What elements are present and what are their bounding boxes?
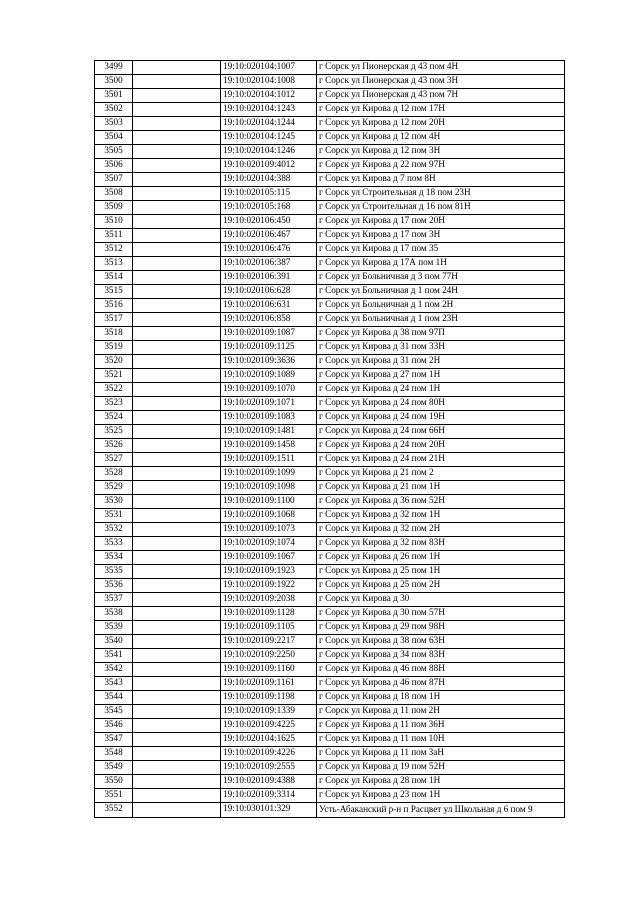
table-row: [95, 803, 565, 818]
row-number-cell: 3532: [95, 523, 133, 537]
table-row: [95, 159, 565, 173]
table-row: [95, 677, 565, 691]
address-cell: г Сорск ул Кирова д 12 пом 4Н: [317, 131, 565, 145]
empty-cell: [133, 593, 221, 607]
row-number-cell: 3516: [95, 299, 133, 313]
empty-cell: [133, 537, 221, 551]
address-cell: г Сорск ул Кирова д 34 пом 83Н: [317, 649, 565, 663]
empty-cell: [133, 411, 221, 425]
address-cell: г Сорск ул Кирова д 24 пом 80Н: [317, 397, 565, 411]
cadastral-number-cell: 19:10:020106:476: [221, 243, 317, 257]
address-cell: г Сорск ул Пионерская д 43 пом 3Н: [317, 75, 565, 89]
empty-cell: [133, 579, 221, 593]
empty-cell: [133, 565, 221, 579]
cadastral-number-cell: 19:10:020109:3636: [221, 355, 317, 369]
cadastral-number-cell: 19:10:020109:2250: [221, 649, 317, 663]
table-row: [95, 75, 565, 89]
address-cell: г Сорск ул Кирова д 36 пом 52Н: [317, 495, 565, 509]
empty-cell: [133, 271, 221, 285]
empty-cell: [133, 383, 221, 397]
empty-cell: [133, 299, 221, 313]
address-cell: г Сорск ул Кирова д 21 пом 1Н: [317, 481, 565, 495]
table-row: [95, 285, 565, 299]
cadastral-number-cell: 19:10:020109:1923: [221, 565, 317, 579]
empty-cell: [133, 327, 221, 341]
empty-cell: [133, 775, 221, 789]
table-row: [95, 229, 565, 243]
table-row: [95, 705, 565, 719]
empty-cell: [133, 635, 221, 649]
empty-cell: [133, 243, 221, 257]
cadastral-number-cell: 19:10:020109:1099: [221, 467, 317, 481]
empty-cell: [133, 187, 221, 201]
cadastral-number-cell: 19:10:020104:1245: [221, 131, 317, 145]
address-cell: г Сорск ул Больничная д 1 пом 24Н: [317, 285, 565, 299]
row-number-cell: 3535: [95, 565, 133, 579]
row-number-cell: 3551: [95, 789, 133, 803]
table-row: [95, 621, 565, 635]
empty-cell: [133, 747, 221, 761]
empty-cell: [133, 761, 221, 775]
table-row: [95, 439, 565, 453]
table-row: [95, 775, 565, 789]
empty-cell: [133, 495, 221, 509]
empty-cell: [133, 103, 221, 117]
table-row: [95, 89, 565, 103]
table-row: [95, 187, 565, 201]
table-row: [95, 341, 565, 355]
cadastral-number-cell: 19:10:020109:1070: [221, 383, 317, 397]
cadastral-number-cell: 19:10:020109:1068: [221, 509, 317, 523]
empty-cell: [133, 481, 221, 495]
table-row: [95, 369, 565, 383]
address-cell: г Сорск ул Кирова д 12 пом 20Н: [317, 117, 565, 131]
empty-cell: [133, 649, 221, 663]
cadastral-number-cell: 19:10:020109:1458: [221, 439, 317, 453]
cadastral-number-cell: 19:10:020109:3314: [221, 789, 317, 803]
cadastral-number-cell: 19:10:020106:450: [221, 215, 317, 229]
address-cell: г Сорск ул Кирова д 26 пом 1Н: [317, 551, 565, 565]
row-number-cell: 3515: [95, 285, 133, 299]
row-number-cell: 3505: [95, 145, 133, 159]
row-number-cell: 3518: [95, 327, 133, 341]
address-cell: г Сорск ул Кирова д 32 пом 2Н: [317, 523, 565, 537]
table-row: [95, 509, 565, 523]
cadastral-number-cell: 19:10:020109:1161: [221, 677, 317, 691]
address-cell: г Сорск ул Строительная д 18 пом 23Н: [317, 187, 565, 201]
row-number-cell: 3501: [95, 89, 133, 103]
address-cell: г Сорск ул Пионерская д 43 пом 4Н: [317, 61, 565, 75]
empty-cell: [133, 397, 221, 411]
row-number-cell: 3510: [95, 215, 133, 229]
row-number-cell: 3530: [95, 495, 133, 509]
row-number-cell: 3520: [95, 355, 133, 369]
registry-table: [94, 60, 565, 818]
table-row: [95, 61, 565, 75]
address-cell: г Сорск ул Кирова д 11 пом 3аН: [317, 747, 565, 761]
cadastral-number-cell: 19:10:020109:1083: [221, 411, 317, 425]
table-row: [95, 733, 565, 747]
table-row: [95, 607, 565, 621]
empty-cell: [133, 467, 221, 481]
table-row: [95, 523, 565, 537]
table-row: [95, 551, 565, 565]
address-cell: г Сорск ул Кирова д 24 пом 20Н: [317, 439, 565, 453]
row-number-cell: 3512: [95, 243, 133, 257]
table-row: [95, 747, 565, 761]
empty-cell: [133, 369, 221, 383]
table-row: [95, 761, 565, 775]
cadastral-number-cell: 19:10:020104:1244: [221, 117, 317, 131]
table-row: [95, 663, 565, 677]
row-number-cell: 3519: [95, 341, 133, 355]
row-number-cell: 3533: [95, 537, 133, 551]
table-row: [95, 537, 565, 551]
address-cell: г Сорск ул Кирова д 32 пом 1Н: [317, 509, 565, 523]
empty-cell: [133, 691, 221, 705]
row-number-cell: 3552: [95, 803, 133, 818]
row-number-cell: 3499: [95, 61, 133, 75]
table-row: [95, 201, 565, 215]
cadastral-number-cell: 19:10:020109:2038: [221, 593, 317, 607]
cadastral-number-cell: 19:10:020109:1067: [221, 551, 317, 565]
table-row: [95, 243, 565, 257]
row-number-cell: 3514: [95, 271, 133, 285]
address-cell: г Сорск ул Кирова д 17 пом 20Н: [317, 215, 565, 229]
cadastral-number-cell: 19:10:020106:628: [221, 285, 317, 299]
table-row: [95, 691, 565, 705]
empty-cell: [133, 173, 221, 187]
row-number-cell: 3521: [95, 369, 133, 383]
empty-cell: [133, 257, 221, 271]
address-cell: г Сорск ул Кирова д 23 пом 1Н: [317, 789, 565, 803]
empty-cell: [133, 621, 221, 635]
address-cell: г Сорск ул Пионерская д 43 пом 7Н: [317, 89, 565, 103]
table-row: [95, 481, 565, 495]
cadastral-number-cell: 19:10:020109:4388: [221, 775, 317, 789]
cadastral-number-cell: 19:10:020109:2217: [221, 635, 317, 649]
cadastral-number-cell: 19:10:020109:1098: [221, 481, 317, 495]
table-row: [95, 271, 565, 285]
empty-cell: [133, 341, 221, 355]
row-number-cell: 3500: [95, 75, 133, 89]
empty-cell: [133, 145, 221, 159]
table-row: [95, 397, 565, 411]
empty-cell: [133, 201, 221, 215]
row-number-cell: 3543: [95, 677, 133, 691]
registry-table-body: [95, 61, 565, 818]
row-number-cell: 3526: [95, 439, 133, 453]
empty-cell: [133, 61, 221, 75]
row-number-cell: 3502: [95, 103, 133, 117]
empty-cell: [133, 677, 221, 691]
cadastral-number-cell: 19:10:020109:1073: [221, 523, 317, 537]
row-number-cell: 3522: [95, 383, 133, 397]
address-cell: г Сорск ул Кирова д 31 пом 33Н: [317, 341, 565, 355]
cadastral-number-cell: 19:10:020104:1246: [221, 145, 317, 159]
cadastral-number-cell: 19:10:020109:1105: [221, 621, 317, 635]
table-row: [95, 565, 565, 579]
row-number-cell: 3545: [95, 705, 133, 719]
address-cell: г Сорск ул Кирова д 17А пом 1Н: [317, 257, 565, 271]
row-number-cell: 3539: [95, 621, 133, 635]
cadastral-number-cell: 19:10:020109:4225: [221, 719, 317, 733]
cadastral-number-cell: 19:10:020106:387: [221, 257, 317, 271]
row-number-cell: 3513: [95, 257, 133, 271]
cadastral-number-cell: 19:10:030101:329: [221, 803, 317, 818]
table-row: [95, 383, 565, 397]
empty-cell: [133, 229, 221, 243]
table-row: [95, 425, 565, 439]
row-number-cell: 3528: [95, 467, 133, 481]
address-cell: г Сорск ул Кирова д 17 пом 3Н: [317, 229, 565, 243]
table-row: [95, 789, 565, 803]
cadastral-number-cell: 19:10:020104:1007: [221, 61, 317, 75]
table-row: [95, 173, 565, 187]
table-row: [95, 299, 565, 313]
cadastral-number-cell: 19:10:020109:1481: [221, 425, 317, 439]
table-row: [95, 453, 565, 467]
cadastral-number-cell: 19:10:020109:1922: [221, 579, 317, 593]
row-number-cell: 3542: [95, 663, 133, 677]
cadastral-number-cell: 19:10:020104:1012: [221, 89, 317, 103]
table-row: [95, 103, 565, 117]
empty-cell: [133, 453, 221, 467]
cadastral-number-cell: 19:10:020109:1089: [221, 369, 317, 383]
address-cell: г Сорск ул Кирова д 38 пом 97П: [317, 327, 565, 341]
cadastral-number-cell: 19:10:020109:1160: [221, 663, 317, 677]
cadastral-number-cell: 19:10:020109:1125: [221, 341, 317, 355]
address-cell: г Сорск ул Кирова д 24 пом 19Н: [317, 411, 565, 425]
row-number-cell: 3517: [95, 313, 133, 327]
address-cell: г Сорск ул Кирова д 11 пом 36Н: [317, 719, 565, 733]
address-cell: г Сорск ул Кирова д 46 пом 88Н: [317, 663, 565, 677]
row-number-cell: 3511: [95, 229, 133, 243]
table-row: [95, 257, 565, 271]
table-row: [95, 411, 565, 425]
empty-cell: [133, 551, 221, 565]
cadastral-number-cell: 19:10:020106:467: [221, 229, 317, 243]
row-number-cell: 3524: [95, 411, 133, 425]
empty-cell: [133, 509, 221, 523]
address-cell: г Сорск ул Кирова д 25 пом 1Н: [317, 565, 565, 579]
empty-cell: [133, 313, 221, 327]
table-row: [95, 327, 565, 341]
address-cell: г Сорск ул Кирова д 12 пом 3Н: [317, 145, 565, 159]
address-cell: г Сорск ул Кирова д 30: [317, 593, 565, 607]
address-cell: г Сорск ул Больничная д 1 пом 2Н: [317, 299, 565, 313]
address-cell: г Сорск ул Кирова д 18 пом 1Н: [317, 691, 565, 705]
row-number-cell: 3538: [95, 607, 133, 621]
empty-cell: [133, 607, 221, 621]
address-cell: г Сорск ул Кирова д 11 пом 2Н: [317, 705, 565, 719]
empty-cell: [133, 425, 221, 439]
cadastral-number-cell: 19:10:020106:631: [221, 299, 317, 313]
cadastral-number-cell: 19:10:020109:1128: [221, 607, 317, 621]
address-cell: г Сорск ул Кирова д 24 пом 1Н: [317, 383, 565, 397]
address-cell: г Сорск ул Кирова д 28 пом 1Н: [317, 775, 565, 789]
address-cell: г Сорск ул Кирова д 24 пом 66Н: [317, 425, 565, 439]
cadastral-number-cell: 19:10:020109:4012: [221, 159, 317, 173]
address-cell: Усть-Абаканский р-н п Расцвет ул Школьная д 6 пом 9: [317, 803, 565, 818]
empty-cell: [133, 89, 221, 103]
table-row: [95, 313, 565, 327]
row-number-cell: 3536: [95, 579, 133, 593]
address-cell: г Сорск ул Больничная д 1 пом 23Н: [317, 313, 565, 327]
address-cell: г Сорск ул Строительная д 16 пом 81Н: [317, 201, 565, 215]
cadastral-number-cell: 19:10:020109:4226: [221, 747, 317, 761]
address-cell: г Сорск ул Кирова д 21 пом 2: [317, 467, 565, 481]
empty-cell: [133, 285, 221, 299]
row-number-cell: 3506: [95, 159, 133, 173]
table-row: [95, 635, 565, 649]
table-row: [95, 145, 565, 159]
cadastral-number-cell: 19:10:020106:858: [221, 313, 317, 327]
cadastral-number-cell: 19:10:020105:115: [221, 187, 317, 201]
empty-cell: [133, 719, 221, 733]
row-number-cell: 3537: [95, 593, 133, 607]
row-number-cell: 3509: [95, 201, 133, 215]
row-number-cell: 3534: [95, 551, 133, 565]
cadastral-number-cell: 19:10:020104:388: [221, 173, 317, 187]
row-number-cell: 3546: [95, 719, 133, 733]
table-row: [95, 593, 565, 607]
row-number-cell: 3507: [95, 173, 133, 187]
row-number-cell: 3540: [95, 635, 133, 649]
row-number-cell: 3523: [95, 397, 133, 411]
empty-cell: [133, 705, 221, 719]
row-number-cell: 3529: [95, 481, 133, 495]
address-cell: г Сорск ул Кирова д 12 пом 17Н: [317, 103, 565, 117]
table-row: [95, 117, 565, 131]
cadastral-number-cell: 19:10:020106:391: [221, 271, 317, 285]
empty-cell: [133, 131, 221, 145]
empty-cell: [133, 663, 221, 677]
row-number-cell: 3544: [95, 691, 133, 705]
cadastral-number-cell: 19:10:020105:168: [221, 201, 317, 215]
empty-cell: [133, 117, 221, 131]
row-number-cell: 3541: [95, 649, 133, 663]
row-number-cell: 3503: [95, 117, 133, 131]
cadastral-number-cell: 19:10:020109:1100: [221, 495, 317, 509]
cadastral-number-cell: 19:10:020109:1087: [221, 327, 317, 341]
address-cell: г Сорск ул Кирова д 30 пом 57Н: [317, 607, 565, 621]
row-number-cell: 3508: [95, 187, 133, 201]
empty-cell: [133, 523, 221, 537]
address-cell: г Сорск ул Кирова д 31 пом 2Н: [317, 355, 565, 369]
row-number-cell: 3504: [95, 131, 133, 145]
table-row: [95, 495, 565, 509]
empty-cell: [133, 789, 221, 803]
cadastral-number-cell: 19:10:020109:1511: [221, 453, 317, 467]
row-number-cell: 3548: [95, 747, 133, 761]
cadastral-number-cell: 19:10:020109:1071: [221, 397, 317, 411]
cadastral-number-cell: 19:10:020104:1243: [221, 103, 317, 117]
address-cell: г Сорск ул Кирова д 7 пом 8Н: [317, 173, 565, 187]
row-number-cell: 3527: [95, 453, 133, 467]
address-cell: г Сорск ул Кирова д 32 пом 83Н: [317, 537, 565, 551]
cadastral-number-cell: 19:10:020104:1625: [221, 733, 317, 747]
empty-cell: [133, 733, 221, 747]
row-number-cell: 3549: [95, 761, 133, 775]
table-row: [95, 649, 565, 663]
address-cell: г Сорск ул Кирова д 27 пом 1Н: [317, 369, 565, 383]
address-cell: г Сорск ул Кирова д 19 пом 52Н: [317, 761, 565, 775]
cadastral-number-cell: 19:10:020109:1339: [221, 705, 317, 719]
table-row: [95, 131, 565, 145]
row-number-cell: 3547: [95, 733, 133, 747]
cadastral-number-cell: 19:10:020109:1198: [221, 691, 317, 705]
table-row: [95, 215, 565, 229]
address-cell: г Сорск ул Кирова д 46 пом 87Н: [317, 677, 565, 691]
address-cell: г Сорск ул Кирова д 11 пом 10Н: [317, 733, 565, 747]
row-number-cell: 3550: [95, 775, 133, 789]
cadastral-number-cell: 19:10:020109:1074: [221, 537, 317, 551]
cadastral-number-cell: 19:10:020109:2555: [221, 761, 317, 775]
table-row: [95, 355, 565, 369]
address-cell: г Сорск ул Кирова д 38 пом 63Н: [317, 635, 565, 649]
address-cell: г Сорск ул Кирова д 17 пом 35: [317, 243, 565, 257]
address-cell: г Сорск ул Кирова д 22 пом 97Н: [317, 159, 565, 173]
empty-cell: [133, 75, 221, 89]
address-cell: г Сорск ул Кирова д 24 пом 21Н: [317, 453, 565, 467]
row-number-cell: 3525: [95, 425, 133, 439]
address-cell: г Сорск ул Больничная д 3 пом 77Н: [317, 271, 565, 285]
address-cell: г Сорск ул Кирова д 25 пом 2Н: [317, 579, 565, 593]
empty-cell: [133, 803, 221, 818]
empty-cell: [133, 159, 221, 173]
empty-cell: [133, 439, 221, 453]
table-row: [95, 719, 565, 733]
address-cell: г Сорск ул Кирова д 29 пом 98Н: [317, 621, 565, 635]
row-number-cell: 3531: [95, 509, 133, 523]
table-row: [95, 579, 565, 593]
empty-cell: [133, 215, 221, 229]
table-row: [95, 467, 565, 481]
empty-cell: [133, 355, 221, 369]
cadastral-number-cell: 19:10:020104:1008: [221, 75, 317, 89]
